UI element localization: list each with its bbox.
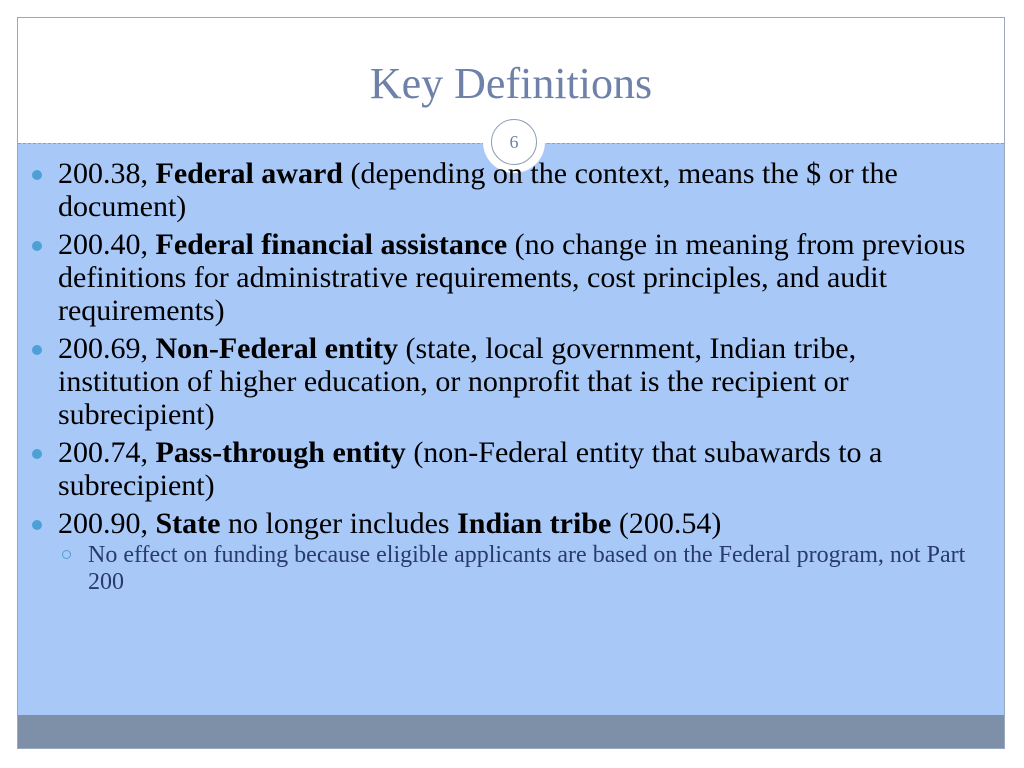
slide-number: 6 [491,119,537,165]
ring-bullet-icon [62,550,71,559]
bullet-section: 200.74, [58,436,156,469]
footer-bar [18,715,1004,748]
bullet-section: 200.69, [58,332,156,365]
bullet-item [30,507,970,596]
sub-bullet-item [58,542,970,596]
bullet-description: (no change in meaning from previous definitions for administrative requirements, cost principles, and audit requirements) [58,228,966,327]
bullet-term: Federal award [155,157,343,190]
bullet-section: 200.40, [58,228,156,261]
bullet-item [30,157,970,223]
bullet-description: (state, local government, Indian tribe, institution of higher education, or nonprofit that is the recipient or subrecipient) [58,332,857,431]
slide-title: Key Definitions [369,59,653,108]
bullet-dot-icon [32,449,42,459]
bullet-description: (non-Federal entity that subawards to a subrecipient) [58,436,883,502]
bullet-dot-icon [32,241,42,251]
bullet-connector: no longer includes [220,507,458,540]
bullet-dot-icon [32,520,42,530]
bullet-list [30,157,970,601]
bullet-term: State [155,507,221,540]
bullet-term-secondary: Indian tribe [457,507,612,540]
bullet-section: 200.38, [58,157,156,190]
bullet-term: Federal financial assistance [155,228,508,261]
bullet-term: Pass-through entity [155,436,406,469]
bullet-term: Non-Federal entity [155,332,398,365]
bullet-dot-icon [32,170,42,180]
sub-bullet-text: No effect on funding because eligible applicants are based on the Federal program, not Part 200 [88,542,966,595]
bullet-section: 200.90, [58,507,156,540]
bullet-description: (depending on the context, means the $ or the document) [58,157,898,223]
bullet-description: (200.54) [611,507,722,540]
sub-bullet-list [58,542,970,596]
bullet-item [30,228,970,327]
bullet-item [30,332,970,431]
bullet-item [30,436,970,502]
bullet-dot-icon [32,345,42,355]
